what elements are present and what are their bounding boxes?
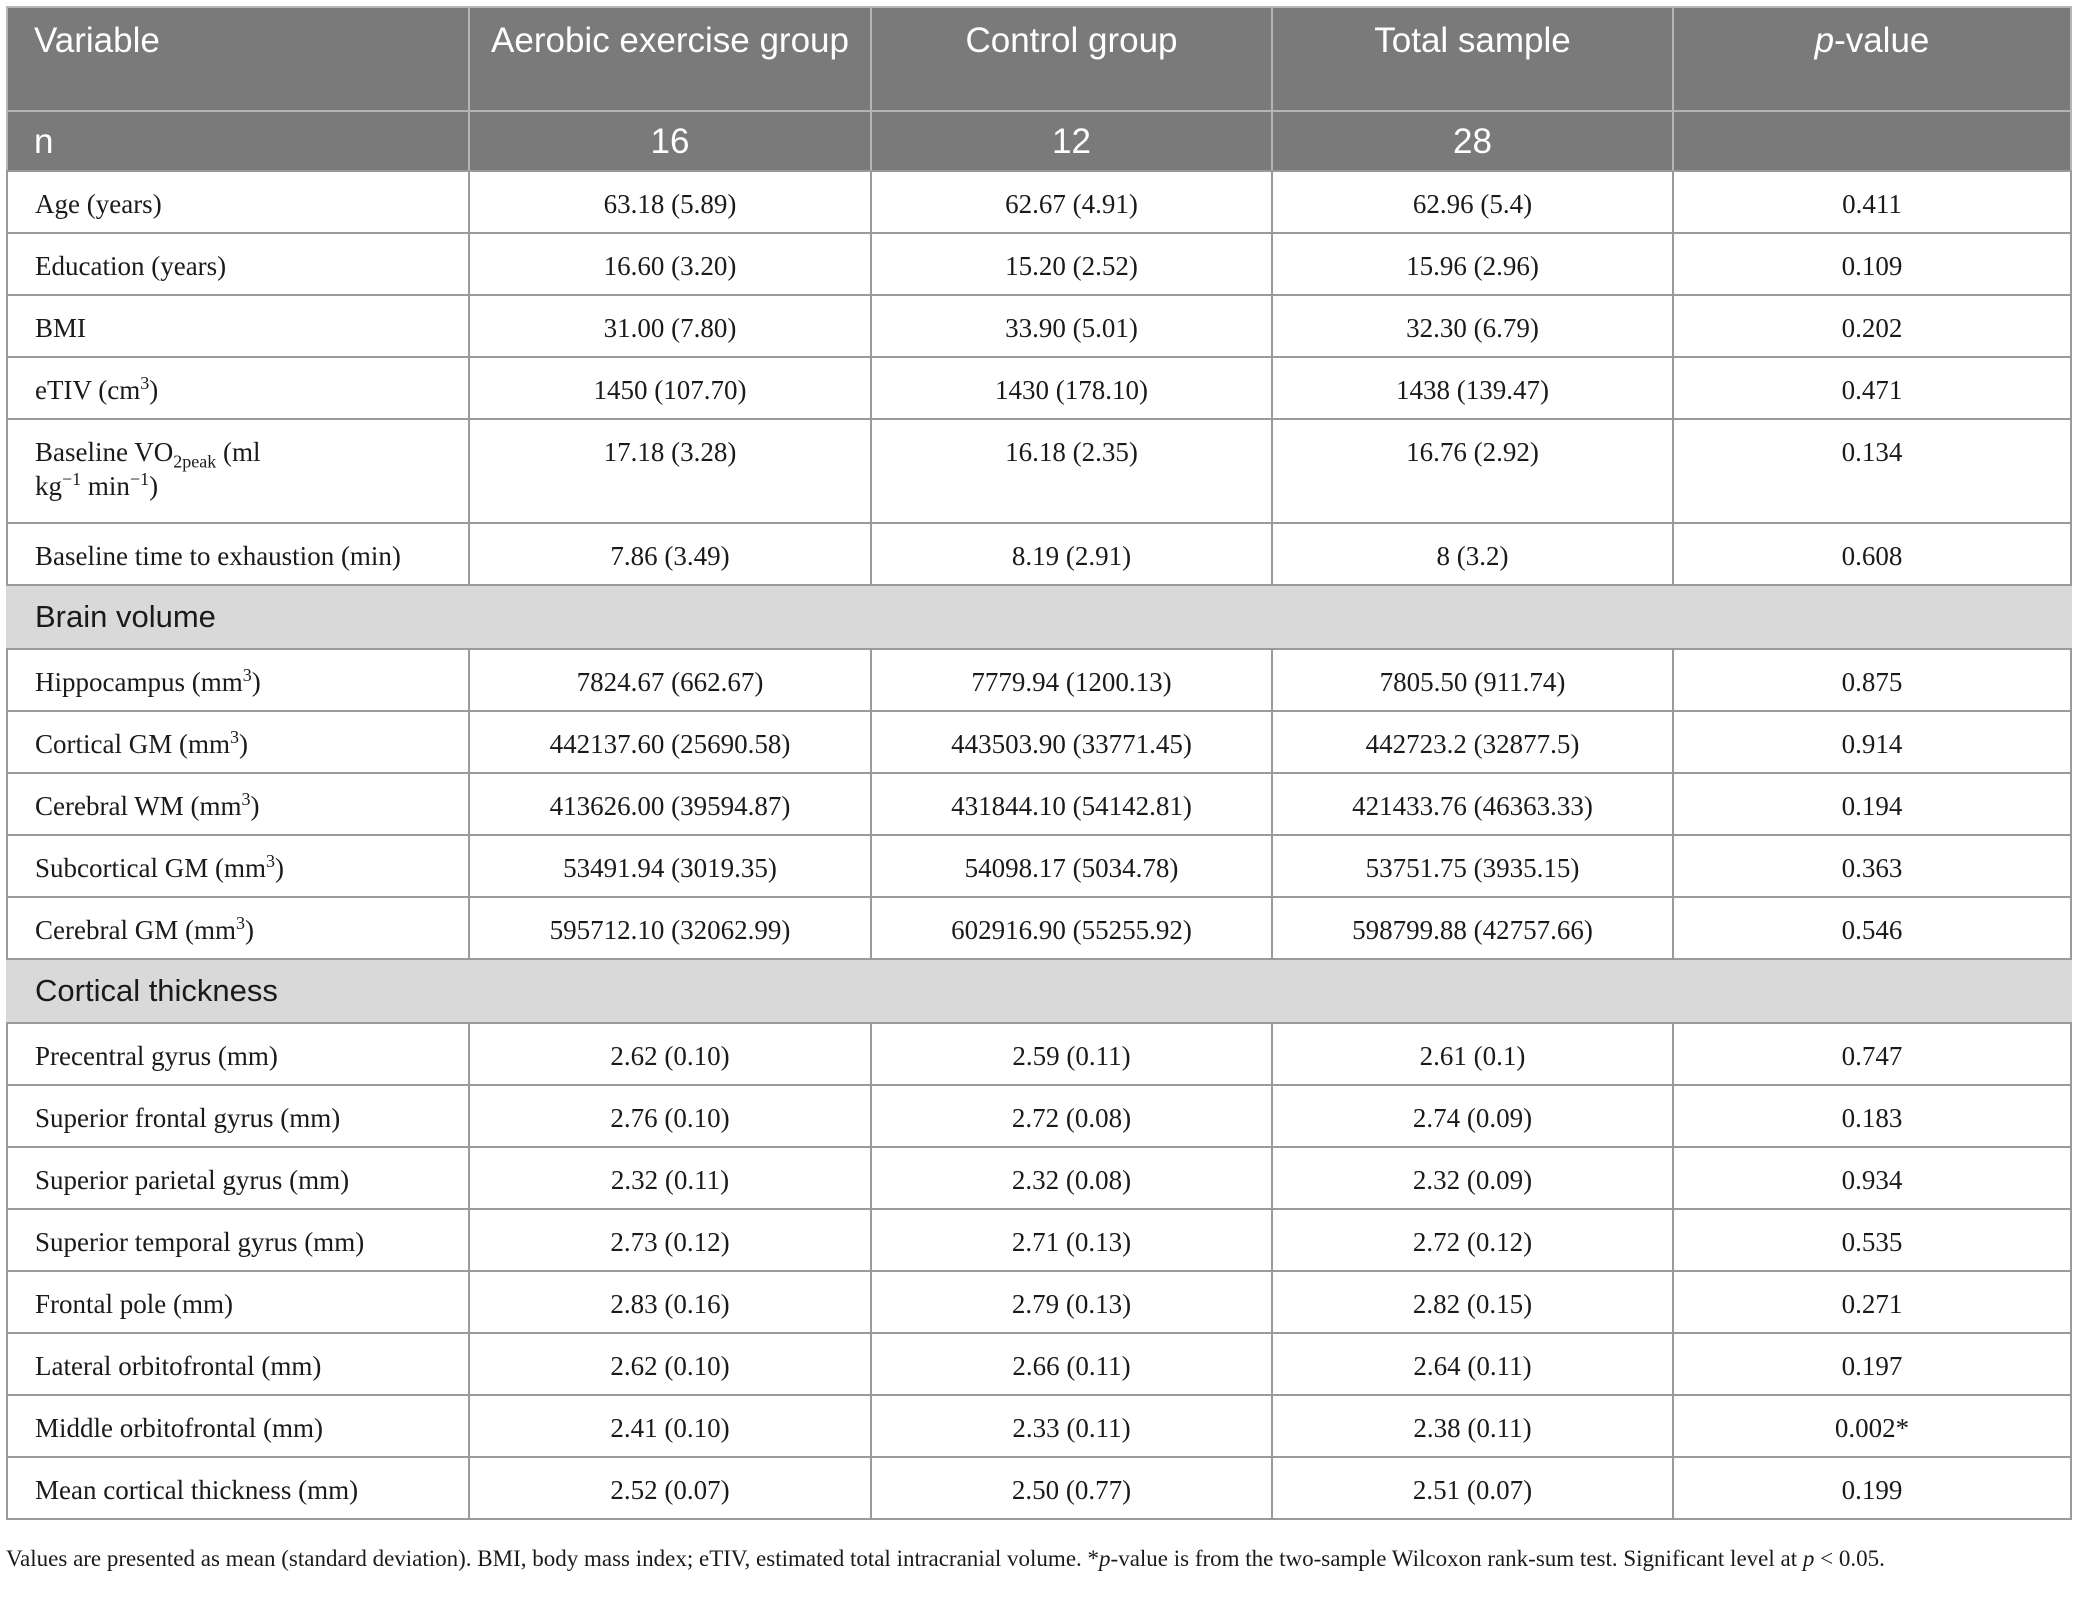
cell-total: 2.32 (0.09) bbox=[1272, 1147, 1673, 1209]
cell-p-value: 0.202 bbox=[1673, 295, 2071, 357]
cell-aerobic: 2.73 (0.12) bbox=[469, 1209, 871, 1271]
row-label-sup: 3 bbox=[242, 665, 252, 685]
table-row bbox=[7, 1023, 2071, 1085]
cell-p-value: 0.471 bbox=[1673, 357, 2071, 419]
header-n-aerobic: 16 bbox=[469, 111, 871, 171]
header-total: Total sample bbox=[1272, 7, 1673, 111]
row-label: Frontal pole (mm) bbox=[7, 1271, 469, 1333]
cell-control: 2.33 (0.11) bbox=[871, 1395, 1272, 1457]
row-label-line2b: min bbox=[81, 471, 130, 501]
row-label-end: ) bbox=[250, 791, 260, 821]
row-label-end: ) bbox=[251, 667, 261, 697]
cell-p-value: 0.194 bbox=[1673, 773, 2071, 835]
row-label-text: Cerebral GM (mm bbox=[35, 915, 236, 945]
cell-control: 2.50 (0.77) bbox=[871, 1457, 1272, 1519]
row-label bbox=[7, 357, 469, 419]
row-label-text: Subcortical GM (mm bbox=[35, 853, 266, 883]
footnote-p1: p bbox=[1099, 1546, 1111, 1571]
cell-p-value: 0.546 bbox=[1673, 897, 2071, 959]
row-label bbox=[7, 649, 469, 711]
cell-p-value: 0.183 bbox=[1673, 1085, 2071, 1147]
table-row bbox=[7, 897, 2071, 959]
cell-total: 8 (3.2) bbox=[1272, 523, 1673, 585]
cell-aerobic: 595712.10 (32062.99) bbox=[469, 897, 871, 959]
cell-control: 431844.10 (54142.81) bbox=[871, 773, 1272, 835]
table-row bbox=[7, 171, 2071, 233]
header-n-control: 12 bbox=[871, 111, 1272, 171]
cell-p-value: 0.934 bbox=[1673, 1147, 2071, 1209]
header-n-total: 28 bbox=[1272, 111, 1673, 171]
table-row bbox=[7, 649, 2071, 711]
section-row-cortical-thickness bbox=[7, 959, 2071, 1023]
header-n-row bbox=[7, 111, 2071, 171]
cell-control: 443503.90 (33771.45) bbox=[871, 711, 1272, 773]
table-row bbox=[7, 1395, 2071, 1457]
footnote-p2: p bbox=[1802, 1546, 1815, 1571]
row-label-sup: 3 bbox=[140, 373, 150, 393]
cell-p-value: 0.134 bbox=[1673, 419, 2071, 523]
row-label: Superior temporal gyrus (mm) bbox=[7, 1209, 469, 1271]
cell-p-value: 0.747 bbox=[1673, 1023, 2071, 1085]
cell-control: 602916.90 (55255.92) bbox=[871, 897, 1272, 959]
row-label-text: eTIV (cm bbox=[35, 375, 141, 405]
row-label-sub: 2peak bbox=[173, 451, 217, 472]
cell-p-value: 0.914 bbox=[1673, 711, 2071, 773]
table-row bbox=[7, 419, 2071, 523]
table-row bbox=[7, 1271, 2071, 1333]
row-label: Middle orbitofrontal (mm) bbox=[7, 1395, 469, 1457]
row-label-sup: 3 bbox=[229, 727, 239, 747]
cell-control: 2.72 (0.08) bbox=[871, 1085, 1272, 1147]
cell-aerobic: 2.76 (0.10) bbox=[469, 1085, 871, 1147]
table-row bbox=[7, 835, 2071, 897]
cell-total: 421433.76 (46363.33) bbox=[1272, 773, 1673, 835]
cell-control: 2.71 (0.13) bbox=[871, 1209, 1272, 1271]
footnote-part2: -value is from the two-sample Wilcoxon rank-sum test. Significant level at bbox=[1110, 1546, 1803, 1571]
row-label bbox=[7, 419, 469, 523]
row-label: Superior parietal gyrus (mm) bbox=[7, 1147, 469, 1209]
cell-p-value: 0.109 bbox=[1673, 233, 2071, 295]
table-row bbox=[7, 357, 2071, 419]
table-row bbox=[7, 233, 2071, 295]
row-label-sup: 3 bbox=[235, 913, 245, 933]
cell-aerobic: 442137.60 (25690.58) bbox=[469, 711, 871, 773]
row-label bbox=[7, 835, 469, 897]
table-row bbox=[7, 1333, 2071, 1395]
cell-total: 15.96 (2.96) bbox=[1272, 233, 1673, 295]
cell-total: 2.61 (0.1) bbox=[1272, 1023, 1673, 1085]
section-title-cortical-thickness: Cortical thickness bbox=[7, 959, 2071, 1023]
data-table-container bbox=[6, 6, 2070, 1520]
row-label: Superior frontal gyrus (mm) bbox=[7, 1085, 469, 1147]
cell-total: 1438 (139.47) bbox=[1272, 357, 1673, 419]
table-row bbox=[7, 1457, 2071, 1519]
cell-p-value: 0.535 bbox=[1673, 1209, 2071, 1271]
row-label: Education (years) bbox=[7, 233, 469, 295]
row-label-end: ) bbox=[238, 729, 248, 759]
row-label-text: Cerebral WM (mm bbox=[35, 791, 242, 821]
cell-total: 442723.2 (32877.5) bbox=[1272, 711, 1673, 773]
cell-control: 16.18 (2.35) bbox=[871, 419, 1272, 523]
section-title-brain-volume: Brain volume bbox=[7, 585, 2071, 649]
cell-control: 15.20 (2.52) bbox=[871, 233, 1272, 295]
row-label-end: ) bbox=[149, 375, 159, 405]
row-label bbox=[7, 773, 469, 835]
header-control: Control group bbox=[871, 7, 1272, 111]
row-label-end: ) bbox=[274, 853, 284, 883]
row-label-sup: 3 bbox=[265, 851, 275, 871]
table-row bbox=[7, 1209, 2071, 1271]
table-row bbox=[7, 295, 2071, 357]
cell-aerobic: 53491.94 (3019.35) bbox=[469, 835, 871, 897]
cell-p-value: 0.197 bbox=[1673, 1333, 2071, 1395]
row-label: Age (years) bbox=[7, 171, 469, 233]
cell-p-value: 0.271 bbox=[1673, 1271, 2071, 1333]
cell-total: 7805.50 (911.74) bbox=[1272, 649, 1673, 711]
table-row bbox=[7, 1085, 2071, 1147]
cell-total: 2.51 (0.07) bbox=[1272, 1457, 1673, 1519]
table-row bbox=[7, 773, 2071, 835]
table-footnote bbox=[6, 1542, 2070, 1576]
footnote-part3: < 0.05. bbox=[1814, 1546, 1885, 1571]
table-row bbox=[7, 523, 2071, 585]
row-label bbox=[7, 711, 469, 773]
cell-aerobic: 2.32 (0.11) bbox=[469, 1147, 871, 1209]
cell-aerobic: 7824.67 (662.67) bbox=[469, 649, 871, 711]
cell-total: 32.30 (6.79) bbox=[1272, 295, 1673, 357]
data-table bbox=[6, 6, 2072, 1520]
cell-aerobic: 413626.00 (39594.87) bbox=[469, 773, 871, 835]
cell-control: 8.19 (2.91) bbox=[871, 523, 1272, 585]
cell-aerobic: 2.83 (0.16) bbox=[469, 1271, 871, 1333]
footnote-part1: Values are presented as mean (standard deviation). BMI, body mass index; eTIV, estimated total intracranial volume. * bbox=[6, 1546, 1100, 1571]
cell-control: 2.59 (0.11) bbox=[871, 1023, 1272, 1085]
row-label-text: Cortical GM (mm bbox=[35, 729, 230, 759]
row-label-text: Hippocampus (mm bbox=[35, 667, 243, 697]
row-label: Mean cortical thickness (mm) bbox=[7, 1457, 469, 1519]
cell-aerobic: 2.62 (0.10) bbox=[469, 1023, 871, 1085]
cell-p-value: 0.608 bbox=[1673, 523, 2071, 585]
cell-aerobic: 2.52 (0.07) bbox=[469, 1457, 871, 1519]
cell-p-value: 0.002* bbox=[1673, 1395, 2071, 1457]
row-label bbox=[7, 897, 469, 959]
row-label: Precentral gyrus (mm) bbox=[7, 1023, 469, 1085]
header-n-label: n bbox=[7, 111, 469, 171]
cell-p-value: 0.199 bbox=[1673, 1457, 2071, 1519]
cell-total: 598799.88 (42757.66) bbox=[1272, 897, 1673, 959]
cell-total: 2.82 (0.15) bbox=[1272, 1271, 1673, 1333]
cell-total: 53751.75 (3935.15) bbox=[1272, 835, 1673, 897]
cell-control: 1430 (178.10) bbox=[871, 357, 1272, 419]
cell-total: 2.38 (0.11) bbox=[1272, 1395, 1673, 1457]
cell-aerobic: 2.62 (0.10) bbox=[469, 1333, 871, 1395]
section-row-brain-volume bbox=[7, 585, 2071, 649]
cell-total: 2.64 (0.11) bbox=[1272, 1333, 1673, 1395]
cell-control: 2.66 (0.11) bbox=[871, 1333, 1272, 1395]
cell-p-value: 0.875 bbox=[1673, 649, 2071, 711]
cell-aerobic: 16.60 (3.20) bbox=[469, 233, 871, 295]
row-label-text: Baseline VO bbox=[35, 437, 174, 467]
header-p-value bbox=[1673, 7, 2071, 111]
row-label-sup2: −1 bbox=[129, 469, 150, 489]
cell-total: 2.74 (0.09) bbox=[1272, 1085, 1673, 1147]
cell-total: 2.72 (0.12) bbox=[1272, 1209, 1673, 1271]
header-p-italic: p bbox=[1814, 21, 1835, 60]
header-variable: Variable bbox=[7, 7, 469, 111]
table-row bbox=[7, 1147, 2071, 1209]
header-row bbox=[7, 7, 2071, 111]
row-label-sup: 3 bbox=[241, 789, 251, 809]
cell-aerobic: 63.18 (5.89) bbox=[469, 171, 871, 233]
cell-control: 7779.94 (1200.13) bbox=[871, 649, 1272, 711]
row-label: BMI bbox=[7, 295, 469, 357]
cell-control: 33.90 (5.01) bbox=[871, 295, 1272, 357]
cell-total: 16.76 (2.92) bbox=[1272, 419, 1673, 523]
cell-control: 2.79 (0.13) bbox=[871, 1271, 1272, 1333]
row-label-line2a: kg bbox=[35, 471, 62, 501]
row-label-sup1: −1 bbox=[62, 469, 82, 489]
row-label-end: ) bbox=[244, 915, 254, 945]
row-label: Lateral orbitofrontal (mm) bbox=[7, 1333, 469, 1395]
cell-control: 62.67 (4.91) bbox=[871, 171, 1272, 233]
header-p-rest: -value bbox=[1834, 21, 1930, 60]
cell-aerobic: 1450 (107.70) bbox=[469, 357, 871, 419]
cell-aerobic: 31.00 (7.80) bbox=[469, 295, 871, 357]
cell-aerobic: 17.18 (3.28) bbox=[469, 419, 871, 523]
cell-p-value: 0.363 bbox=[1673, 835, 2071, 897]
cell-total: 62.96 (5.4) bbox=[1272, 171, 1673, 233]
row-label-end: ) bbox=[149, 471, 159, 501]
cell-aerobic: 7.86 (3.49) bbox=[469, 523, 871, 585]
cell-p-value: 0.411 bbox=[1673, 171, 2071, 233]
table-row bbox=[7, 711, 2071, 773]
header-aerobic: Aerobic exercise group bbox=[469, 7, 871, 111]
row-label-mid: (ml bbox=[216, 437, 261, 467]
cell-control: 54098.17 (5034.78) bbox=[871, 835, 1272, 897]
row-label: Baseline time to exhaustion (min) bbox=[7, 523, 469, 585]
header-n-p bbox=[1673, 111, 2071, 171]
cell-control: 2.32 (0.08) bbox=[871, 1147, 1272, 1209]
cell-aerobic: 2.41 (0.10) bbox=[469, 1395, 871, 1457]
